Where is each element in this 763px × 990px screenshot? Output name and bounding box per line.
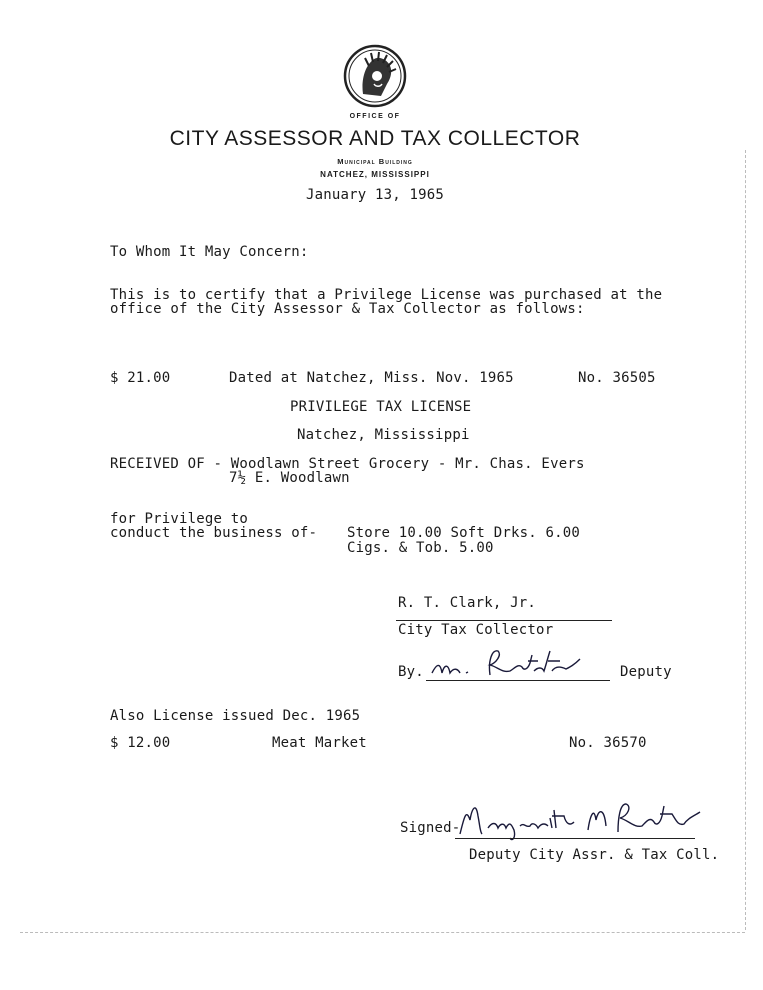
- collector-title: City Tax Collector: [398, 622, 554, 638]
- second-license-business: Meat Market: [272, 735, 367, 751]
- items-line-2: Cigs. & Tob. 5.00: [347, 540, 494, 556]
- license-number: No. 36505: [578, 370, 656, 386]
- office-of-label: OFFICE OF: [349, 113, 401, 120]
- deputy-signature: [430, 647, 590, 681]
- salutation: To Whom It May Concern:: [110, 244, 309, 260]
- building-label: Municipal Building: [337, 157, 413, 166]
- location-label: NATCHEZ, MISSISSIPPI: [320, 170, 430, 179]
- license-dated: Dated at Natchez, Miss. Nov. 1965: [229, 370, 514, 386]
- also-license: Also License issued Dec. 1965: [110, 708, 361, 724]
- privilege-line-1: for Privilege to: [110, 511, 249, 527]
- letterhead-title: CITY ASSESSOR AND TAX COLLECTOR: [169, 127, 581, 150]
- license-place: Natchez, Mississippi: [297, 427, 470, 443]
- signature-rule: [426, 680, 610, 681]
- license-type: PRIVILEGE TAX LICENSE: [290, 399, 472, 415]
- collector-name: R. T. Clark, Jr.: [398, 595, 537, 611]
- scan-edge: [745, 150, 746, 930]
- signoff-rule: [455, 838, 695, 839]
- body-line-1: This is to certify that a Privilege License was purchased at the: [110, 287, 663, 303]
- second-license-amount: $ 12.00: [110, 735, 171, 751]
- items-line-1: Store 10.00 Soft Drks. 6.00: [347, 525, 580, 541]
- second-license-number: No. 36570: [569, 735, 647, 751]
- signed-label: Signed-: [400, 820, 461, 836]
- city-seal-logo: [343, 44, 407, 108]
- received-address: 7½ E. Woodlawn: [229, 470, 350, 486]
- collector-rule: [396, 620, 612, 621]
- privilege-line-2: conduct the business of-: [110, 525, 318, 541]
- received-of: RECEIVED OF - Woodlawn Street Grocery - Mr. Chas. Evers: [110, 456, 585, 472]
- signoff-title: Deputy City Assr. & Tax Coll.: [469, 847, 720, 863]
- letter-date: January 13, 1965: [305, 187, 445, 203]
- by-label: By.: [398, 664, 424, 680]
- body-line-2: office of the City Assessor & Tax Collector as follows:: [110, 301, 585, 317]
- license-amount: $ 21.00: [110, 370, 171, 386]
- scan-bottom-edge: [20, 932, 745, 933]
- deputy-label: Deputy: [620, 664, 672, 680]
